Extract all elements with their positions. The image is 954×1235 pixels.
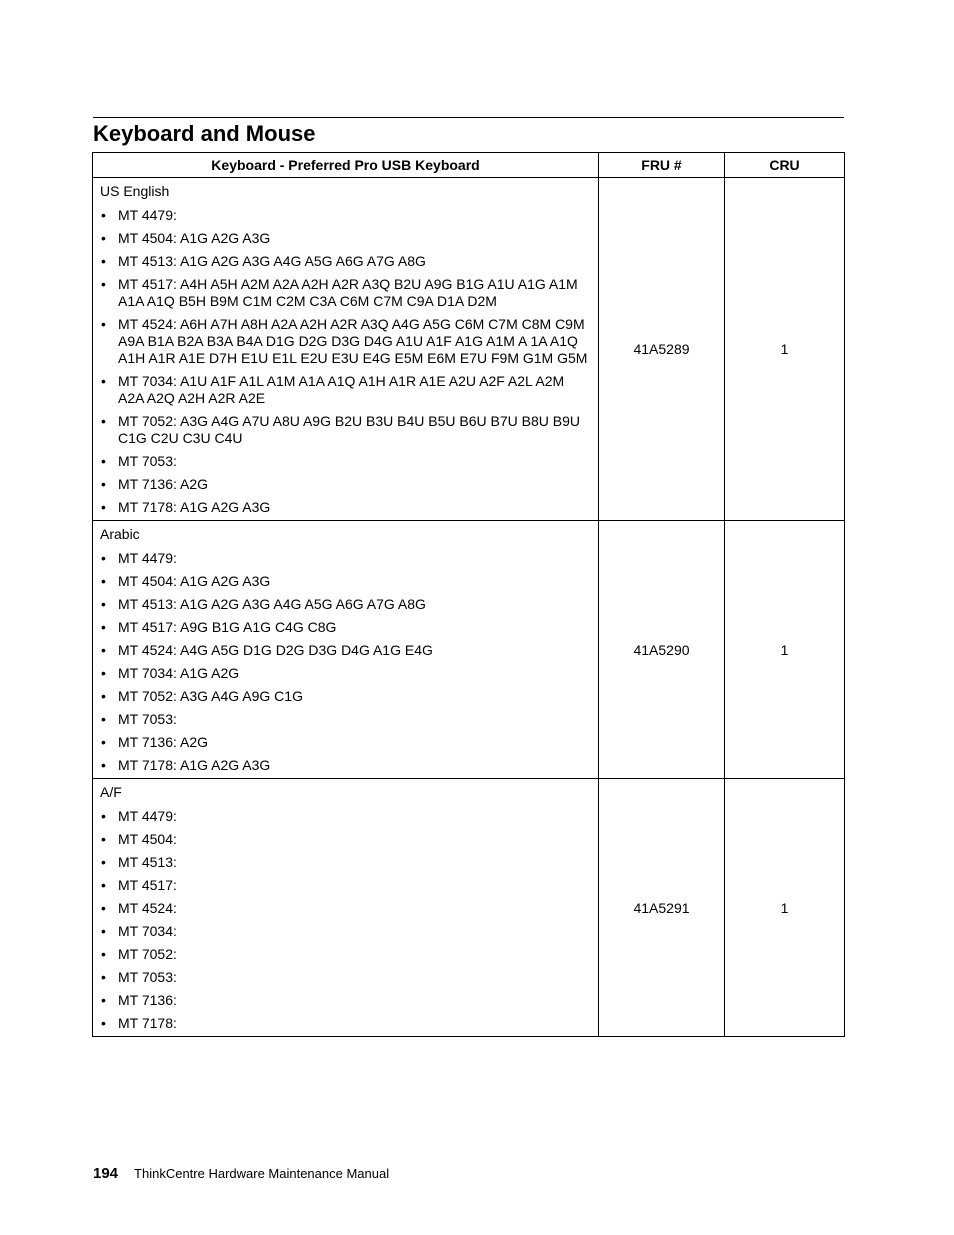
table-header-row (93, 153, 845, 178)
list-item (100, 992, 592, 1009)
list-item (100, 373, 592, 407)
page-number: 194 (93, 1165, 119, 1182)
fru-number: 41A5291 (599, 779, 725, 1037)
bullet-icon: • (101, 276, 106, 292)
bullet-icon: • (101, 373, 106, 389)
list-item (100, 734, 592, 751)
description-cell (93, 178, 599, 521)
keyboard-language: Arabic (100, 526, 140, 542)
list-item (100, 946, 592, 963)
bullet-icon: • (101, 573, 106, 589)
list-item (100, 276, 592, 310)
list-item (100, 900, 592, 917)
section-rule (93, 117, 844, 118)
list-item (100, 316, 592, 367)
bullet-icon: • (101, 550, 106, 566)
bullet-icon: • (101, 665, 106, 681)
bullet-icon: • (101, 316, 106, 332)
list-item (100, 230, 592, 247)
bullet-icon: • (101, 453, 106, 469)
table-body (93, 178, 845, 1037)
bullet-icon: • (101, 688, 106, 704)
bullet-icon: • (101, 476, 106, 492)
machine-type-text: MT 4504: A1G A2G A3G (118, 230, 271, 246)
machine-type-text: MT 4517: (118, 877, 177, 893)
list-item (100, 573, 592, 590)
machine-type-text: MT 7052: (118, 946, 177, 962)
machine-type-text: MT 4513: (118, 854, 177, 870)
bullet-icon: • (101, 596, 106, 612)
machine-type-text: MT 4479: (118, 808, 177, 824)
machine-type-text: MT 4504: A1G A2G A3G (118, 573, 271, 589)
machine-type-text: MT 7136: (118, 992, 177, 1008)
list-item (100, 499, 592, 516)
list-item (100, 757, 592, 774)
machine-type-text: MT 4513: A1G A2G A3G A4G A5G A6G A7G A8G (118, 253, 426, 269)
list-item (100, 711, 592, 728)
bullet-icon: • (101, 877, 106, 893)
bullet-icon: • (101, 642, 106, 658)
bullet-icon: • (101, 900, 106, 916)
list-item (100, 854, 592, 871)
list-item (100, 207, 592, 224)
bullet-icon: • (101, 499, 106, 515)
machine-type-list (100, 207, 592, 516)
header-description: Keyboard - Preferred Pro USB Keyboard (93, 153, 599, 178)
cru-value: 1 (725, 521, 845, 779)
bullet-icon: • (101, 619, 106, 635)
manual-title: ThinkCentre Hardware Maintenance Manual (134, 1166, 390, 1181)
bullet-icon: • (101, 854, 106, 870)
machine-type-text: MT 7053: (118, 969, 177, 985)
list-item (100, 642, 592, 659)
list-item (100, 619, 592, 636)
description-cell (93, 521, 599, 779)
bullet-icon: • (101, 413, 106, 429)
list-item (100, 969, 592, 986)
bullet-icon: • (101, 757, 106, 773)
bullet-icon: • (101, 734, 106, 750)
bullet-icon: • (101, 207, 106, 223)
list-item (100, 688, 592, 705)
list-item (100, 253, 592, 270)
machine-type-text: MT 7178: A1G A2G A3G (118, 757, 271, 773)
list-item (100, 596, 592, 613)
bullet-icon: • (101, 969, 106, 985)
list-item (100, 476, 592, 493)
machine-type-text: MT 4517: A4H A5H A2M A2A A2H A2R A3Q B2U A9G B1G A1U A1G A1M A1A A1Q B5H B9M C1M C2M C3A C6M C7M C9A D1A D2M (118, 276, 578, 309)
cru-value: 1 (725, 178, 845, 521)
machine-type-text: MT 7052: A3G A4G A7U A8U A9G B2U B3U B4U B5U B6U B7U B8U B9U C1G C2U C3U C4U (118, 413, 580, 446)
list-item (100, 831, 592, 848)
bullet-icon: • (101, 253, 106, 269)
parts-table (92, 152, 845, 1037)
machine-type-text: MT 7034: A1U A1F A1L A1M A1A A1Q A1H A1R A1E A2U A2F A2L A2M A2A A2Q A2H A2R A2E (118, 373, 565, 406)
machine-type-list (100, 808, 592, 1032)
machine-type-text: MT 4479: (118, 207, 177, 223)
machine-type-list (100, 550, 592, 774)
table-row (93, 178, 845, 521)
section-title: Keyboard and Mouse (93, 121, 316, 146)
machine-type-text: MT 7178: A1G A2G A3G (118, 499, 271, 515)
bullet-icon: • (101, 923, 106, 939)
list-item (100, 550, 592, 567)
description-cell (93, 779, 599, 1037)
machine-type-text: MT 7136: A2G (118, 734, 209, 750)
keyboard-language: A/F (100, 784, 122, 800)
machine-type-text: MT 7053: (118, 453, 177, 469)
fru-number: 41A5290 (599, 521, 725, 779)
machine-type-text: MT 4524: (118, 900, 177, 916)
machine-type-text: MT 4524: A6H A7H A8H A2A A2H A2R A3Q A4G A5G C6M C7M C8M C9M A9A B1A B2A B3A B4A D1G D2G D3G D4G A1U A1F A1G A1M A 1A A1Q A1H A1R A1E D7H E1U E1L E2U E3U E4G E5M E6M E7U F9M G1M G5M (118, 316, 588, 366)
list-item (100, 413, 592, 447)
table-row (93, 521, 845, 779)
header-fru: FRU # (599, 153, 725, 178)
list-item (100, 923, 592, 940)
machine-type-text: MT 4524: A4G A5G D1G D2G D3G D4G A1G E4G (118, 642, 433, 658)
bullet-icon: • (101, 711, 106, 727)
list-item (100, 665, 592, 682)
list-item (100, 808, 592, 825)
machine-type-text: MT 7136: A2G (118, 476, 209, 492)
machine-type-text: MT 4504: (118, 831, 177, 847)
machine-type-text: MT 4479: (118, 550, 177, 566)
machine-type-text: MT 7052: A3G A4G A9G C1G (118, 688, 303, 704)
bullet-icon: • (101, 831, 106, 847)
page-footer (93, 1164, 389, 1184)
keyboard-language: US English (100, 183, 170, 199)
table-row (93, 779, 845, 1037)
machine-type-text: MT 7034: A1G A2G (118, 665, 240, 681)
list-item (100, 453, 592, 470)
bullet-icon: • (101, 992, 106, 1008)
header-cru: CRU (725, 153, 845, 178)
machine-type-text: MT 4517: A9G B1G A1G C4G C8G (118, 619, 337, 635)
machine-type-text: MT 4513: A1G A2G A3G A4G A5G A6G A7G A8G (118, 596, 426, 612)
bullet-icon: • (101, 808, 106, 824)
cru-value: 1 (725, 779, 845, 1037)
machine-type-text: MT 7053: (118, 711, 177, 727)
bullet-icon: • (101, 946, 106, 962)
fru-number: 41A5289 (599, 178, 725, 521)
bullet-icon: • (101, 230, 106, 246)
bullet-icon: • (101, 1015, 106, 1031)
machine-type-text: MT 7178: (118, 1015, 177, 1031)
machine-type-text: MT 7034: (118, 923, 177, 939)
list-item (100, 877, 592, 894)
list-item (100, 1015, 592, 1032)
